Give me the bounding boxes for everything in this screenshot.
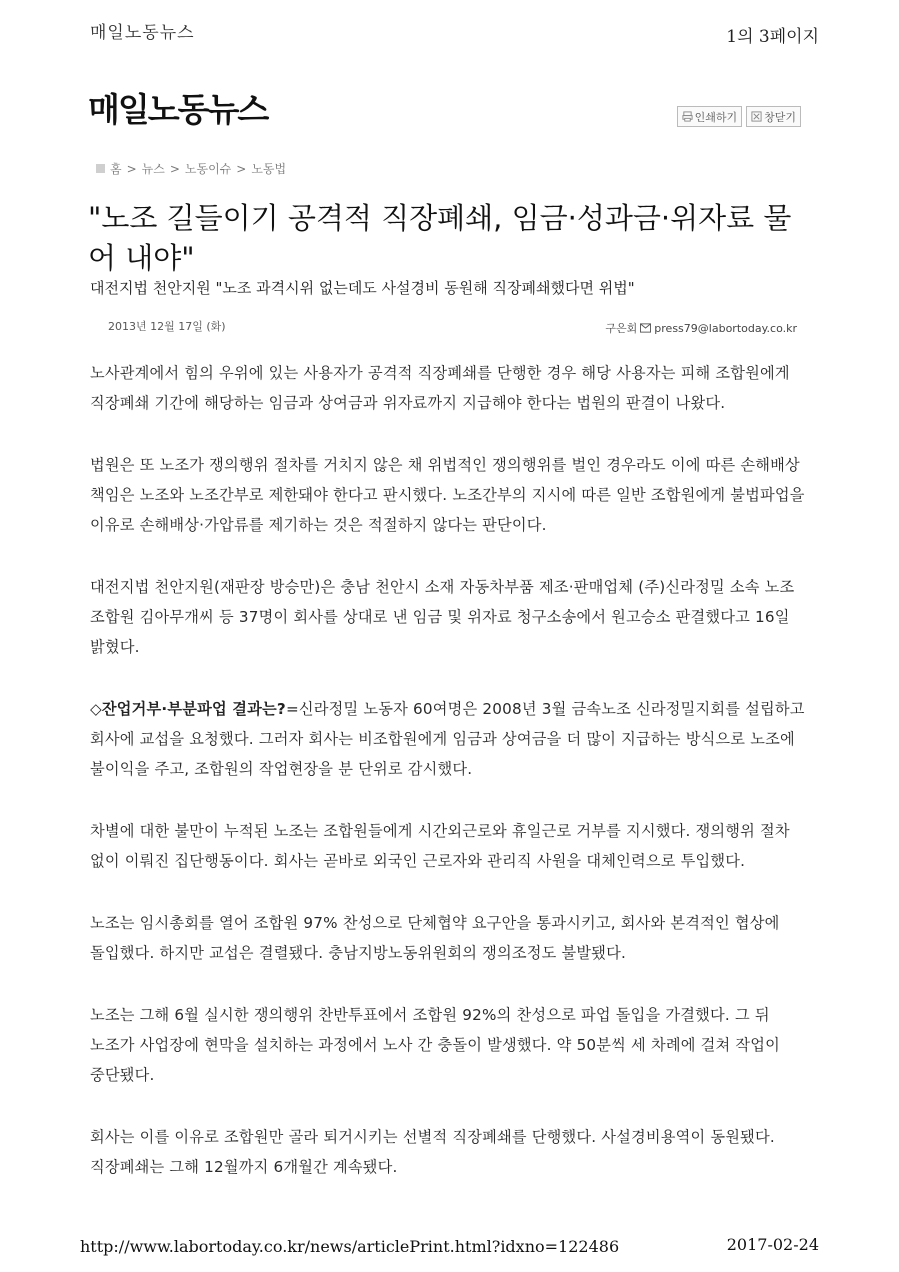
breadcrumb-item-labor-law[interactable]: 노동법 xyxy=(251,162,287,176)
breadcrumb-separator: > xyxy=(236,161,247,176)
printer-icon xyxy=(682,111,693,122)
breadcrumb-item-home[interactable]: 홈 xyxy=(110,162,122,176)
breadcrumb-bullet-icon xyxy=(96,164,105,173)
breadcrumb-separator: > xyxy=(169,161,180,176)
article-paragraph-5: 차별에 대한 불만이 누적된 노조는 조합원들에게 시간외근로와 휴일근로 거부를 지시했다. 쟁의행위 절차 없이 이뤄진 집단행동이다. 회사는 곧바로 외국인 근로자와 관리직 사원을 대체인력으로 투입했다. xyxy=(90,822,790,870)
breadcrumb-item-labor-issue[interactable]: 노동이슈 xyxy=(184,162,232,176)
article-subtitle: 대전지법 천안지원 "노조 과격시위 없는데도 사설경비 동원해 직장폐쇄했다면 위법" xyxy=(90,279,635,297)
article-paragraph-8: 회사는 이를 이유로 조합원만 골라 퇴거시키는 선별적 직장폐쇄를 단행했다. 사설경비용역이 동원됐다. 직장폐쇄는 그해 12월까지 6개월간 계속됐다. xyxy=(90,1128,775,1176)
author-name: 구은회 xyxy=(605,322,638,335)
article-toolbar xyxy=(677,106,801,127)
site-logo[interactable]: 매일노동뉴스 xyxy=(88,90,268,129)
article-paragraph-7: 노조는 그해 6월 실시한 쟁의행위 찬반투표에서 조합원 92%의 찬성으로 파업 돌입을 가결했다. 그 뒤 노조가 사업장에 현막을 설치하는 과정에서 노사 간 충돌이 발생했다. 약 50분씩 세 차례에 걸쳐 작업이 중단됐다. xyxy=(90,1006,780,1084)
print-button[interactable] xyxy=(677,106,743,127)
article-paragraph-4 xyxy=(90,694,812,784)
article-paragraph-3: 대전지법 천안지원(재판장 방승만)은 충남 천안시 소재 자동차부품 제조·판매업체 (주)신라정밀 소속 노조 조합원 김아무개씨 등 37명이 회사를 상대로 낸 임금 및 위자료 청구소송에서 원고승소 판결했다고 16일 밝혔다. xyxy=(90,578,795,656)
breadcrumb xyxy=(96,160,286,177)
article-paragraph-4-text: =신라정밀 노동자 60여명은 2008년 3월 금속노조 신라정밀지회를 설립하고 회사에 교섭을 요청했다. 그러자 회사는 비조합원에게 임금과 상여금을 더 많이 지급하는 방식으로 노조에 불이익을 주고, 조합원의 작업현장을 분 단위로 감시했다. xyxy=(90,700,805,778)
article-author xyxy=(605,320,797,336)
article-body xyxy=(90,358,812,1214)
article-paragraph-6: 노조는 임시총회를 열어 조합원 97% 찬성으로 단체협약 요구안을 통과시키고, 회사와 본격적인 협상에 돌입했다. 하지만 교섭은 결렬됐다. 충남지방노동위원회의 쟁의조정도 불발됐다. xyxy=(90,914,780,962)
breadcrumb-item-news[interactable]: 뉴스 xyxy=(141,162,165,176)
article-paragraph-2: 법원은 또 노조가 쟁의행위 절차를 거치지 않은 채 위법적인 쟁의행위를 벌인 경우라도 이에 따른 손해배상 책임은 노조와 노조간부로 제한돼야 한다고 판시했다. 노조간부의 지시에 따른 일반 조합원에게 불법파업을 이유로 손해배상·가압류를 제기하는 것은 적절하지 않다는 판단이다. xyxy=(90,456,805,534)
print-footer-date: 2017-02-24 xyxy=(726,1235,819,1254)
section-heading: ◇잔업거부·부분파업 결과는? xyxy=(90,700,286,718)
breadcrumb-separator: > xyxy=(126,161,137,176)
close-window-button[interactable] xyxy=(746,106,801,127)
close-icon xyxy=(751,111,762,122)
article-date: 2013년 12월 17일 (화) xyxy=(108,320,226,333)
author-email[interactable]: press79@labortoday.co.kr xyxy=(654,321,797,335)
print-header-page-info: 1의 3페이지 xyxy=(726,27,819,47)
article-title: "노조 길들이기 공격적 직장폐쇄, 임금·성과금·위자료 물어 내야" xyxy=(88,201,792,275)
article-paragraph-1: 노사관계에서 힘의 우위에 있는 사용자가 공격적 직장폐쇄를 단행한 경우 해당 사용자는 피해 조합원에게 직장폐쇄 기간에 해당하는 임금과 상여금과 위자료까지 지급해야 한다는 법원의 판결이 나왔다. xyxy=(90,364,790,412)
close-label: 창닫기 xyxy=(764,110,796,124)
print-label: 인쇄하기 xyxy=(694,110,738,124)
print-footer-url: http://www.labortoday.co.kr/news/articlePrint.html?idxno=122486 xyxy=(80,1237,620,1256)
print-header-site: 매일노동뉴스 xyxy=(90,23,195,43)
email-icon xyxy=(640,323,651,333)
